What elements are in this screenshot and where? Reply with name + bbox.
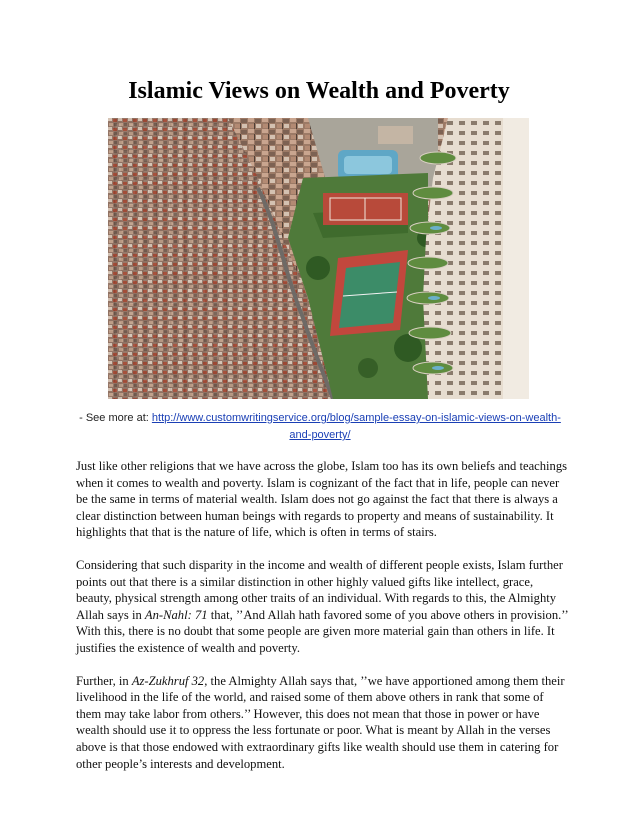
source-link-continuation[interactable]: and-poverty/ [289,429,351,441]
quran-reference-az-zukhruf: Az-Zukhruf 32 [131,673,205,688]
paragraph-2-text-b: that, ’’And Allah hath favored some of you above others in provision.’’ With this, there is no doubt that some people are given more material gain than others in life. It justifies the existence of wealth and poverty. [76,607,568,655]
paragraph-2-text-a: Considering that such disparity in the income and wealth of different people exists, Islam further points out that there is a similar distinction in other highly valued gifts like intellect, grace, beauty, physical strength among other traits of an individual. With regards to this, the Almighty Allah says in [76,557,563,622]
aerial-photo-favela-vs-luxury-towers [108,118,529,399]
paragraph-3-text-a: Further, in [76,673,132,688]
document-title: Islamic Views on Wealth and Poverty [128,78,510,104]
paragraph-3 [76,673,568,773]
quran-reference-an-nahl: An-Nahl: 71 [144,607,208,622]
paragraph-3-text-b: , the Almighty Allah says that, ’’we have apportioned among them their livelihood in the life of the world, and raised some of them above others in rank that some of them may take labor from others.’’ However, this does not mean that those in power or have wealth should use it to oppress the less fortunate or poor. What is meant by Allah in the verses above is that those endowed with extraordinary gifts like wealth should use them in catering for other people’s interests and development. [76,673,565,771]
source-prefix: - See more at: [79,412,152,424]
source-citation [60,410,580,444]
essay-body [76,458,568,788]
paragraph-1: Just like other religions that we have across the globe, Islam too has its own beliefs and teachings when it comes to wealth and poverty. Islam is cognizant of the fact that in life, people can never be the same in terms of material wealth. Islam does not go against the fact that there is always a clear distinction between human beings with regards to property and means of sustainability. It highlights that that is the nature of life, which is often in terms of stairs. [76,459,568,540]
paragraph-2 [76,557,568,657]
source-link[interactable]: http://www.customwritingservice.org/blog/sample-essay-on-islamic-views-on-wealth- [151,412,561,424]
